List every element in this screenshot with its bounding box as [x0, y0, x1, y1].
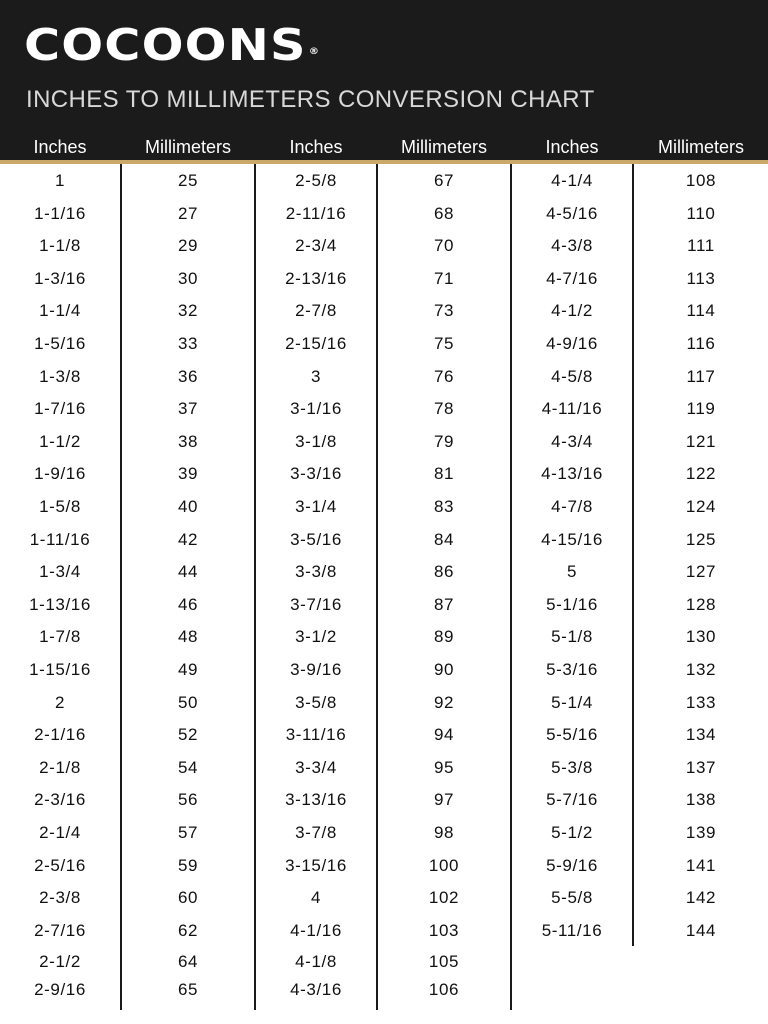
inches-cell: 5-1/16: [546, 594, 598, 614]
inches-cell: 5-5/8: [551, 888, 593, 908]
millimeters-cell: 71: [433, 268, 455, 288]
millimeters-cell: 121: [685, 431, 717, 451]
millimeters-cell: 62: [177, 920, 199, 940]
millimeters-cell: 83: [433, 497, 455, 516]
inches-cell: 4-5/16: [546, 203, 598, 223]
inches-cell: 2-7/16: [34, 920, 86, 940]
millimeters-cell: 36: [177, 366, 199, 386]
inches-cell: 4-9/16: [546, 334, 598, 353]
millimeters-cell: 37: [177, 399, 199, 419]
column-header-inches-3: Inches: [545, 137, 599, 157]
millimeters-cell: 139: [685, 823, 717, 842]
millimeters-cell: 119: [686, 399, 716, 419]
inches-cell: 2-1/16: [34, 725, 86, 745]
millimeters-cell: 98: [433, 823, 455, 842]
inches-cell: 1-7/8: [39, 627, 81, 647]
inches-cell: 4-13/16: [541, 464, 603, 484]
millimeters-cell: 49: [177, 660, 199, 679]
inches-cell: 2-7/8: [295, 301, 337, 321]
millimeters-cell: 144: [685, 920, 717, 940]
millimeters-cell: 64: [177, 952, 199, 971]
inches-cell: 3-5/16: [290, 529, 342, 549]
millimeters-cell: 79: [433, 431, 455, 451]
millimeters-cell: 102: [428, 888, 460, 908]
millimeters-cell: 78: [433, 399, 455, 419]
millimeters-cell: 52: [177, 725, 199, 745]
millimeters-cell: 116: [686, 334, 716, 353]
inches-cell: 4-7/8: [551, 497, 593, 516]
inches-cell: 5-1/4: [551, 692, 593, 712]
millimeters-cell: 137: [685, 757, 717, 777]
inches-cell: 3-11/16: [285, 725, 347, 745]
inches-cell: 2-15/16: [285, 334, 347, 353]
millimeters-cell: 50: [177, 692, 199, 712]
millimeters-cell: 67: [433, 171, 455, 190]
millimeters-cell: 134: [685, 725, 717, 745]
millimeters-cell: 89: [433, 627, 455, 647]
inches-cell: 4-1/4: [551, 171, 593, 190]
inches-cell: 1-5/16: [34, 334, 86, 353]
column-header-inches-2: Inches: [289, 137, 343, 157]
inches-cell: 4-1/2: [551, 301, 593, 321]
millimeters-cell: 73: [433, 301, 455, 321]
inches-cell: 3-9/16: [290, 660, 342, 679]
millimeters-cell: 95: [433, 757, 455, 777]
millimeters-cell: 108: [685, 171, 717, 190]
inches-cell: 1: [54, 171, 66, 190]
inches-cell: 5-11/16: [541, 920, 603, 940]
millimeters-cell: 39: [177, 464, 199, 484]
millimeters-cell: 29: [177, 236, 199, 256]
millimeters-cell: 125: [685, 529, 717, 549]
inches-cell: 4-1/16: [290, 920, 342, 940]
millimeters-cell: 132: [685, 660, 717, 679]
millimeters-cell: 44: [177, 562, 199, 582]
inches-cell: 2-13/16: [285, 268, 347, 288]
inches-cell: 1-7/16: [34, 399, 86, 419]
inches-cell: 1-13/16: [29, 594, 91, 614]
inches-cell: 5-9/16: [546, 855, 598, 875]
millimeters-cell: 68: [433, 203, 455, 223]
inches-cell: 4-7/16: [546, 268, 598, 288]
millimeters-cell: 57: [177, 823, 199, 842]
inches-cell: 3-7/16: [290, 594, 342, 614]
millimeters-cell: 122: [685, 464, 717, 484]
column-divider: [376, 164, 378, 1010]
millimeters-cell: 110: [686, 203, 716, 223]
inches-cell: 2-5/16: [34, 855, 86, 875]
inches-cell: 5-3/16: [546, 660, 598, 679]
inches-cell: 3-13/16: [285, 790, 347, 810]
millimeters-cell: 59: [177, 855, 199, 875]
millimeters-cell: 86: [433, 562, 455, 582]
inches-cell: 2-1/2: [39, 952, 81, 971]
inches-cell: 4-3/8: [551, 236, 593, 256]
millimeters-cell: 75: [433, 334, 455, 353]
millimeters-cell: 106: [428, 980, 460, 999]
millimeters-cell: 33: [177, 334, 199, 353]
millimeters-cell: 127: [685, 562, 717, 582]
inches-cell: 4-3/16: [290, 980, 342, 999]
millimeters-cell: 124: [685, 497, 717, 516]
inches-cell: 1-15/16: [29, 660, 91, 679]
millimeters-cell: 40: [177, 497, 199, 516]
inches-cell: 5-1/2: [551, 823, 593, 842]
millimeters-cell: 70: [433, 236, 455, 256]
millimeters-cell: 103: [428, 920, 460, 940]
millimeters-cell: 48: [177, 627, 199, 647]
inches-cell: 3-15/16: [285, 855, 347, 875]
header-accent-rule: [0, 160, 768, 164]
millimeters-cell: 30: [177, 268, 199, 288]
millimeters-cell: 56: [177, 790, 199, 810]
millimeters-cell: 81: [433, 464, 455, 484]
inches-cell: 2-11/16: [285, 203, 347, 223]
millimeters-cell: 133: [685, 692, 717, 712]
millimeters-cell: 46: [177, 594, 199, 614]
millimeters-cell: 90: [433, 660, 455, 679]
inches-cell: 3-1/4: [295, 497, 337, 516]
inches-cell: 1-3/16: [34, 268, 86, 288]
inches-cell: 5-3/8: [551, 757, 593, 777]
inches-cell: 3-3/8: [295, 562, 337, 582]
millimeters-cell: 94: [433, 725, 455, 745]
inches-cell: 1-9/16: [34, 464, 86, 484]
millimeters-cell: 138: [685, 790, 717, 810]
inches-cell: 5-1/8: [551, 627, 593, 647]
inches-cell: 5-7/16: [546, 790, 598, 810]
inches-cell: 3-5/8: [295, 692, 337, 712]
millimeters-cell: 130: [685, 627, 717, 647]
millimeters-cell: 128: [685, 594, 717, 614]
millimeters-cell: 114: [686, 301, 716, 321]
registered-mark: ®: [308, 47, 321, 57]
inches-cell: 1-3/4: [39, 562, 81, 582]
inches-cell: 4-3/4: [551, 431, 593, 451]
inches-cell: 2-1/4: [39, 823, 81, 842]
millimeters-cell: 25: [177, 171, 199, 190]
inches-cell: 3: [310, 366, 322, 386]
inches-cell: 1-1/4: [39, 301, 81, 321]
group-divider: [510, 164, 512, 1010]
inches-cell: 1-11/16: [29, 529, 91, 549]
millimeters-cell: 92: [433, 692, 455, 712]
inches-cell: 4-5/8: [551, 366, 593, 386]
inches-cell: 4-1/8: [295, 952, 337, 971]
millimeters-cell: 113: [686, 268, 716, 288]
group-divider: [254, 164, 256, 1010]
inches-cell: 1-1/16: [34, 203, 86, 223]
inches-cell: 3-1/2: [295, 627, 337, 647]
inches-cell: 4: [310, 888, 322, 908]
inches-cell: 3-1/16: [290, 399, 342, 419]
millimeters-cell: 87: [433, 594, 455, 614]
millimeters-cell: 42: [177, 529, 199, 549]
millimeters-cell: 105: [428, 952, 460, 971]
inches-cell: 1-3/8: [39, 366, 81, 386]
inches-cell: 3-7/8: [295, 823, 337, 842]
inches-cell: 1-1/8: [39, 236, 81, 256]
inches-cell: 1-1/2: [39, 431, 81, 451]
millimeters-cell: 111: [687, 236, 715, 256]
inches-cell: 2-1/8: [39, 757, 81, 777]
inches-cell: 5-5/16: [546, 725, 598, 745]
column-header-millimeters-2: Millimeters: [400, 137, 487, 157]
millimeters-cell: 76: [433, 366, 455, 386]
inches-cell: 3-3/16: [290, 464, 342, 484]
inches-cell: 4-11/16: [541, 399, 603, 419]
inches-cell: 2-3/16: [34, 790, 86, 810]
inches-cell: 2-5/8: [295, 171, 337, 190]
brand-logo: COCOONS ®: [24, 20, 321, 71]
millimeters-cell: 27: [177, 203, 199, 223]
inches-cell: 4-15/16: [541, 529, 603, 549]
inches-cell: 2-9/16: [34, 980, 86, 999]
column-header-millimeters-1: Millimeters: [144, 137, 231, 157]
millimeters-cell: 60: [177, 888, 199, 908]
column-header-inches-1: Inches: [33, 137, 87, 157]
millimeters-cell: 84: [433, 529, 455, 549]
millimeters-cell: 38: [177, 431, 199, 451]
millimeters-cell: 32: [177, 301, 199, 321]
chart-title: INCHES TO MILLIMETERS CONVERSION CHART: [26, 86, 595, 113]
millimeters-cell: 142: [685, 888, 717, 908]
inches-cell: 3-1/8: [295, 431, 337, 451]
millimeters-cell: 97: [433, 790, 455, 810]
column-header-millimeters-3: Millimeters: [657, 137, 744, 157]
inches-cell: 3-3/4: [295, 757, 337, 777]
column-divider: [120, 164, 122, 1010]
millimeters-cell: 65: [177, 980, 199, 999]
millimeters-cell: 100: [428, 855, 460, 875]
millimeters-cell: 54: [177, 757, 199, 777]
millimeters-cell: 117: [686, 366, 716, 386]
inches-cell: 2-3/4: [295, 236, 337, 256]
millimeters-cell: 141: [685, 855, 717, 875]
inches-cell: 5: [566, 562, 578, 582]
inches-cell: 2-3/8: [39, 888, 81, 908]
inches-cell: 2: [54, 692, 66, 712]
inches-cell: 1-5/8: [39, 497, 81, 516]
